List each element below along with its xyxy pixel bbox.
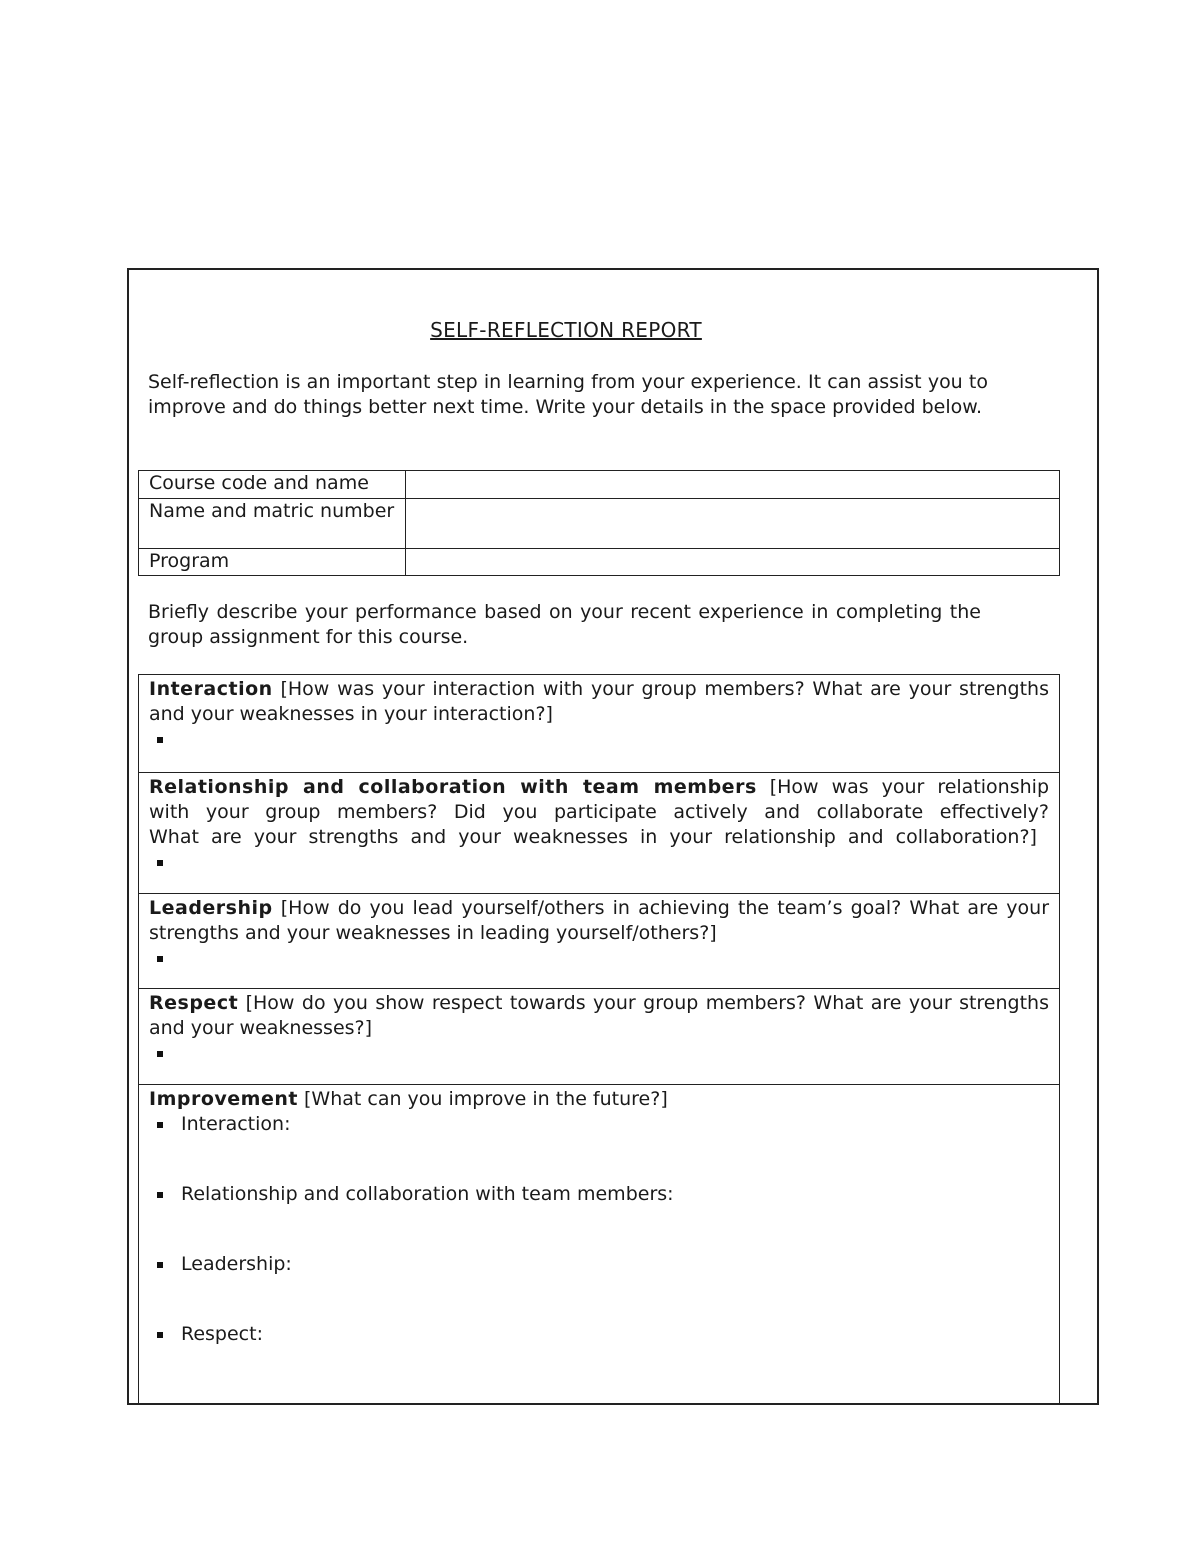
- respect-section[interactable]: [139, 989, 1059, 1085]
- course-code-label: Course code and name: [139, 471, 406, 499]
- program-field[interactable]: [406, 549, 1060, 576]
- brief-instruction: Briefly describe your performance based on your recent experience in completing the group assignment for this course.: [148, 601, 981, 648]
- bullet-icon: [157, 1051, 163, 1057]
- leadership-heading: Leadership: [149, 897, 273, 919]
- interaction-prompt: [How was your interaction with your group members? What are your strengths and your weaknesses in your interaction?]: [149, 678, 1049, 725]
- name-matric-label: Name and matric number: [139, 499, 406, 549]
- intro-paragraph: Self-reflection is an important step in learning from your experience. It can assist you to improve and do things better next time. Write your details in the space provided below.: [148, 371, 988, 418]
- course-code-field[interactable]: [406, 471, 1060, 499]
- bullet-icon: [157, 1192, 163, 1198]
- table-row: [139, 549, 1060, 576]
- leadership-prompt: [How do you lead yourself/others in achieving the team’s goal? What are your strengths and your weaknesses in leading yourself/others?]: [149, 897, 1049, 944]
- program-label: Program: [139, 549, 406, 576]
- improvement-item-respect: Respect:: [181, 1323, 263, 1345]
- details-table: [138, 470, 1060, 576]
- list-item: [149, 1182, 1049, 1207]
- relationship-prompt: [How was your relationship with your group members? Did you participate actively and collaborate effectively? What are your strengths and your weaknesses in your relationship and collaboration?]: [149, 776, 1050, 848]
- improvement-item-leadership: Leadership:: [181, 1253, 292, 1275]
- bullet-icon: [157, 1332, 163, 1338]
- improvement-prompt: [What can you improve in the future?]: [297, 1088, 668, 1110]
- respect-heading: Respect: [149, 992, 239, 1014]
- improvement-section[interactable]: [139, 1085, 1059, 1403]
- list-item: [149, 1322, 1049, 1347]
- table-row: [139, 499, 1060, 549]
- respect-prompt: [How do you show respect towards your group members? What are your strengths and your weaknesses?]: [149, 992, 1049, 1039]
- list-item: [149, 1112, 1049, 1137]
- interaction-heading: Interaction: [149, 678, 273, 700]
- leadership-section[interactable]: [139, 894, 1059, 989]
- table-row: [139, 471, 1060, 499]
- name-matric-field[interactable]: [406, 499, 1060, 549]
- list-item: [149, 1252, 1049, 1277]
- reflection-table: [138, 674, 1060, 1404]
- bullet-icon: [157, 737, 163, 743]
- bullet-icon: [157, 1122, 163, 1128]
- bullet-icon: [157, 1262, 163, 1268]
- relationship-section[interactable]: [139, 773, 1059, 894]
- improvement-heading: Improvement: [149, 1088, 298, 1110]
- bullet-icon: [157, 860, 163, 866]
- improvement-item-relationship: Relationship and collaboration with team members:: [181, 1183, 674, 1205]
- page-title: SELF-REFLECTION REPORT: [430, 318, 702, 342]
- improvement-item-interaction: Interaction:: [181, 1113, 291, 1135]
- bullet-icon: [157, 956, 163, 962]
- interaction-section[interactable]: [139, 675, 1059, 773]
- relationship-heading: Relationship and collaboration with team members: [149, 776, 757, 798]
